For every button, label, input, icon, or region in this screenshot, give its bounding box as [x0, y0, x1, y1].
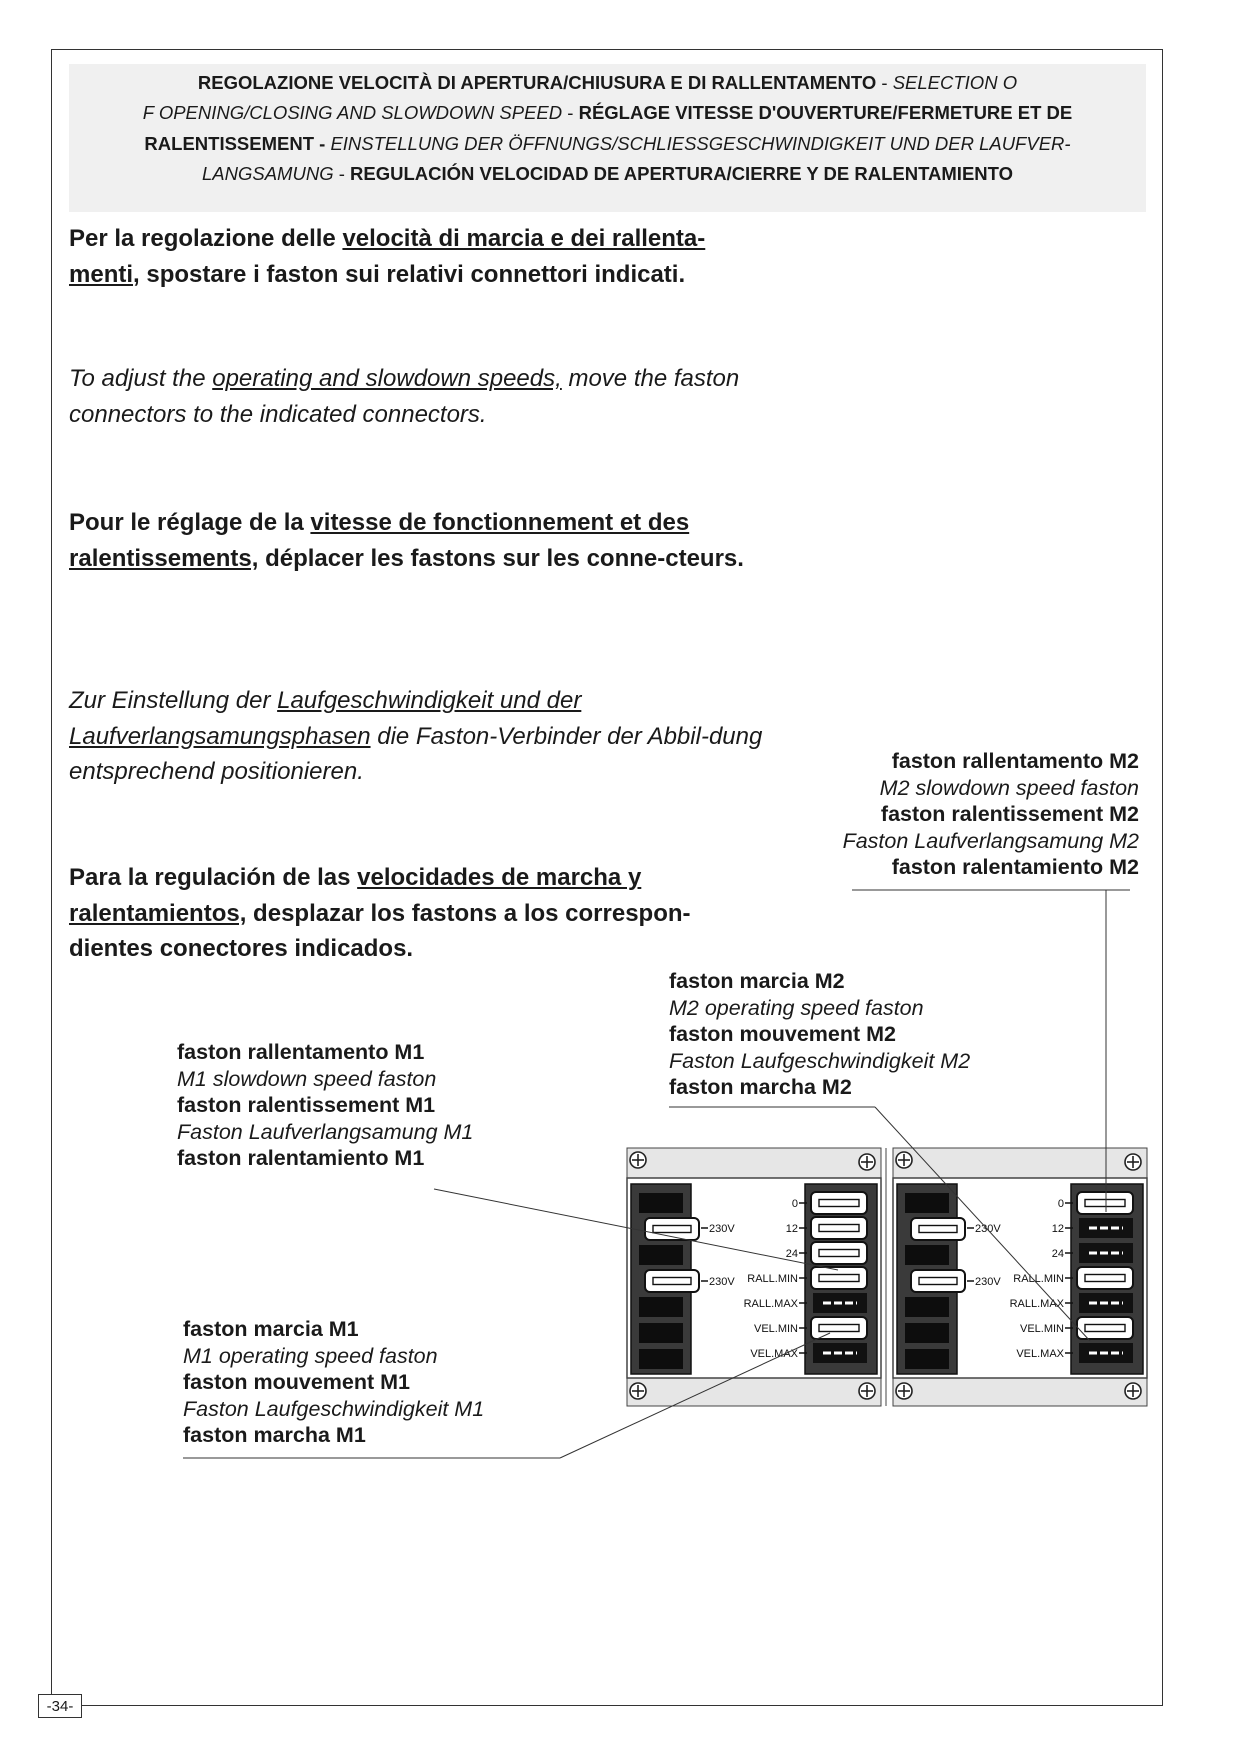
paragraph-text: Zur Einstellung der [69, 687, 278, 714]
label-line: faston marcha M2 [669, 1075, 852, 1099]
label-line: faston rallentamento M2 [891, 749, 1139, 773]
faston-slot [653, 1278, 691, 1285]
paragraph-text: To adjust the [69, 365, 213, 392]
header-es: REGULACIÓN VELOCIDAD DE APERTURA/CIERRE Y DE RALENTAMIENTO [350, 162, 1013, 184]
paragraph-text: Para la regulación de las [69, 864, 358, 891]
label-line: M1 slowdown speed faston [177, 1066, 437, 1091]
header-sep: - [876, 72, 893, 93]
header-de-1: EINSTELLUNG DER ÖFFNUNGS/SCHLIESSGESCHWINDIGKEIT UND DER LAUFVER- [325, 132, 1071, 154]
speed-terminal-label: VEL.MIN [753, 1323, 798, 1335]
faston-slot [819, 1225, 859, 1232]
paragraph-underlined: Laufgeschwindigkeit und der Laufverlangsamungsphasen [69, 687, 582, 750]
terminal-socket [905, 1193, 949, 1213]
screw-icon [1125, 1154, 1141, 1170]
speed-terminal-label: VEL.MAX [1016, 1348, 1064, 1360]
label-line: Faston Laufgeschwindigkeit M1 [183, 1396, 485, 1421]
header-sep: - [562, 102, 579, 124]
faston-slot [1085, 1325, 1125, 1332]
label-line: M1 operating speed faston [183, 1343, 438, 1368]
terminal-socket [639, 1193, 683, 1213]
speed-terminal-label: VEL.MIN [1019, 1323, 1064, 1335]
speed-terminal-label: 0 [791, 1198, 798, 1210]
header-fr-2: RALENTISSEMENT - [144, 132, 326, 154]
faston-slot [819, 1200, 859, 1207]
screw-icon [896, 1152, 912, 1168]
speed-terminal-label: 0 [1057, 1198, 1064, 1210]
terminal-label: 230V [709, 1276, 735, 1288]
screw-icon [859, 1154, 875, 1170]
speed-terminal-label: RALL.MIN [747, 1273, 798, 1285]
label-line: faston marcia M1 [183, 1317, 359, 1341]
terminal-socket [905, 1297, 949, 1317]
label-line: faston ralentamiento M2 [891, 855, 1139, 879]
terminal-label: 230V [709, 1223, 735, 1235]
terminal-socket [639, 1297, 683, 1317]
faston-slot [1085, 1200, 1125, 1207]
paragraph-text: Pour le réglage de la [69, 509, 311, 536]
terminal-label: 230V [975, 1223, 1001, 1235]
screw-icon [630, 1383, 646, 1399]
header-de-2: LANGSAMUNG [202, 162, 334, 184]
terminal-socket [639, 1349, 683, 1369]
header-fr-1: RÉGLAGE VITESSE D'OUVERTURE/FERMETURE ET DE [578, 102, 1073, 124]
screw-icon [859, 1383, 875, 1399]
header-en-1: SELECTION O [892, 72, 1018, 93]
terminal-socket [905, 1349, 949, 1369]
label-line: faston marcha M1 [183, 1423, 366, 1447]
terminal-socket [905, 1245, 949, 1265]
faston-slot [819, 1250, 859, 1257]
faston-slot [1085, 1275, 1125, 1282]
paragraph-text: die Faston-Verbinder der Abbil-dung entsprechend positionieren. [69, 722, 763, 785]
label-line: faston rallentamento M1 [177, 1040, 425, 1064]
screw-icon [896, 1383, 912, 1399]
terminal-label: 230V [975, 1276, 1001, 1288]
paragraph-underlined: velocidades de marcha y ralentamientos, [69, 864, 642, 927]
screw-icon [1125, 1383, 1141, 1399]
faston-slot [819, 1325, 859, 1332]
paragraph-text: Per la regolazione delle [69, 225, 343, 252]
header-it: REGOLAZIONE VELOCITÀ DI APERTURA/CHIUSURA E DI RALLENTAMENTO [197, 72, 877, 93]
header-en-2: F OPENING/CLOSING AND SLOWDOWN SPEED [142, 102, 563, 124]
speed-terminal-label: VEL.MAX [750, 1348, 798, 1360]
board-panel-2 [893, 1148, 1147, 1406]
terminal-socket [639, 1245, 683, 1265]
speed-terminal-label: 12 [1051, 1223, 1064, 1235]
paragraph-underlined: vitesse de fonctionnement et des ralentissements, [69, 509, 690, 572]
faston-slot [919, 1278, 957, 1285]
paragraph-text: desplazar los fastons a los correspon-dientes conectores indicados. [69, 899, 691, 962]
terminal-socket [639, 1323, 683, 1343]
label-line: faston ralentissement M2 [880, 802, 1139, 826]
label-line: M2 slowdown speed faston [879, 775, 1139, 800]
faston-slot [919, 1226, 957, 1233]
board-panel-1 [627, 1148, 881, 1406]
label-line: Faston Laufverlangsamung M1 [177, 1119, 474, 1144]
speed-terminal-label: 12 [785, 1223, 798, 1235]
speed-terminal-label: 24 [785, 1248, 798, 1260]
label-line: faston mouvement M2 [669, 1022, 896, 1046]
faston-slot [653, 1226, 691, 1233]
speed-terminal-label: RALL.MAX [1009, 1298, 1064, 1310]
paragraph-text: , spostare i faston sui relativi connettori indicati. [133, 260, 686, 288]
label-line: faston ralentissement M1 [177, 1093, 436, 1117]
paragraph-text: move the faston connectors to the indicated connectors. [69, 365, 740, 428]
speed-terminal-label: RALL.MAX [743, 1298, 798, 1310]
label-line: M2 operating speed faston [669, 995, 924, 1020]
label-line: faston mouvement M1 [183, 1370, 410, 1394]
page-number: -34- [38, 1694, 82, 1718]
label-line: Faston Laufverlangsamung M2 [842, 828, 1139, 853]
speed-terminal-label: 24 [1051, 1248, 1064, 1260]
speed-terminal-label: RALL.MIN [1013, 1273, 1064, 1285]
header-sep: - [333, 162, 351, 184]
paragraph-underlined: velocità di marcia e dei rallenta- menti [69, 225, 706, 288]
label-line: faston marcia M2 [669, 969, 845, 993]
label-line: Faston Laufgeschwindigkeit M2 [669, 1048, 971, 1073]
terminal-socket [905, 1323, 949, 1343]
label-line: faston ralentamiento M1 [177, 1146, 425, 1170]
screw-icon [630, 1152, 646, 1168]
faston-slot [819, 1275, 859, 1282]
paragraph-text: déplacer les fastons sur les conne-cteurs. [258, 544, 744, 572]
paragraph-underlined: operating and slowdown speeds, [212, 365, 562, 392]
